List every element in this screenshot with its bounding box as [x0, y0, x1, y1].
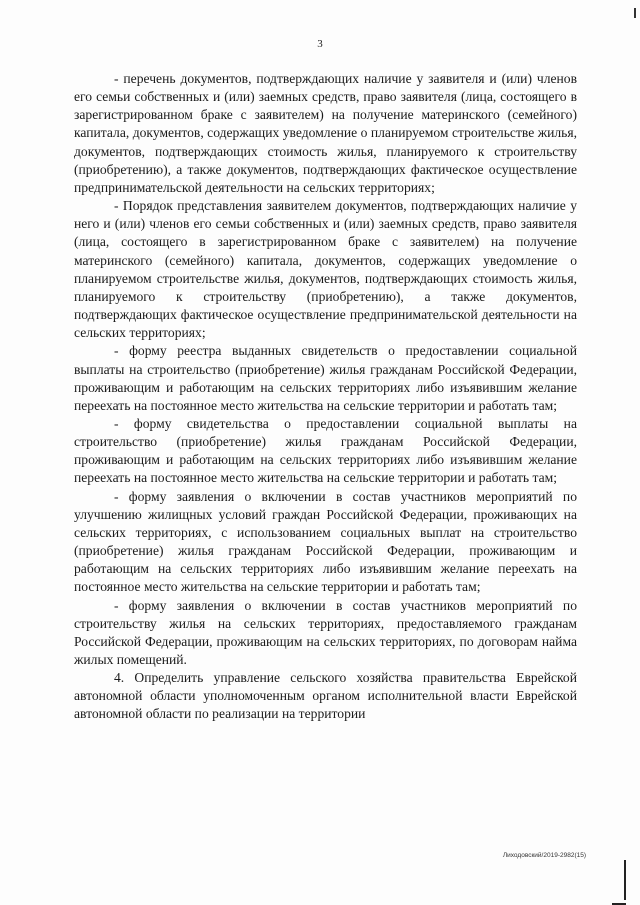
document-registration-code: Лиходовский/2019-2982(15)	[502, 852, 586, 859]
paragraph-document-list: - перечень документов, подтверждающих наличие у заявителя и (или) членов его семьи собственных и (или) заемных средств, право заявителя (лица, состоящего в зарегистрированном браке с заявителем) на получение материнского (семейного) капитала, документов, содержащих уведомление о планируемом строительстве жилья, документов, подтверждающих стоимость жилья, планируемого к строительству (приобретению), а также документов, подтверждающих фактическое осуществление предпринимательской деятельности на сельских территориях;	[74, 71, 577, 195]
paragraph-certificate-registry-form: - форму реестра выданных свидетельств о предоставлении социальной выплаты на строительство (приобретение) жилья гражданам Российской Федерации, проживающим и работающим на сельских территориях либо изъявившим желание переехать на постоянное место жительства на сельские территории и работать там;	[74, 343, 577, 413]
paragraph-certificate-form: - форму свидетельства о предоставлении социальной выплаты на строительство (приобретение) жилья гражданам Российской Федерации, проживающим и работающим на сельских территориях либо изъявившим желание переехать на постоянное место жительства на сельские территории и работать там;	[74, 415, 577, 486]
scan-artifact-edge	[624, 860, 626, 900]
paragraph-submission-procedure: - Порядок представления заявителем документов, подтверждающих наличие у него и (или) членов его семьи собственных и (или) заемных средств, право заявителя (лица, состоящего в зарегистрированном браке с заявителем) на получение материнского (семейного) капитала, документов, содержащих уведомление о планируемом строительстве жилья, документов, подтверждающих стоимость жилья, планируемого к строительству (приобретению), а также документов, подтверждающих фактическое осуществление предпринимательской деятельности на сельских территориях;	[74, 198, 577, 341]
paragraph-item-4: 4. Определить управление сельского хозяйства правительства Еврейской автономной области уполномоченным органом исполнительной власти Еврейской автономной области по реализации на территории	[74, 670, 577, 722]
scan-artifact-mark	[634, 8, 636, 18]
page-number: 3	[317, 38, 323, 50]
paragraph-application-form-housing: - форму заявления о включении в состав участников мероприятий по улучшению жилищных условий граждан Российской Федерации, проживающих на сельских территориях, с использованием социальных выплат на строительство (приобретение) жилья гражданам Российской Федерации, проживающим и работающим на сельских территориях либо изъявившим желание переехать на постоянное место жительства на сельские территории и работать там;	[74, 488, 577, 595]
paragraph-application-form-construction: - форму заявления о включении в состав участников мероприятий по строительству жилья на сельских территориях, предоставляемого гражданам Российской Федерации, проживающим на сельских территориях, по договорам найма жилых помещений.	[74, 597, 577, 667]
document-body	[74, 70, 577, 724]
